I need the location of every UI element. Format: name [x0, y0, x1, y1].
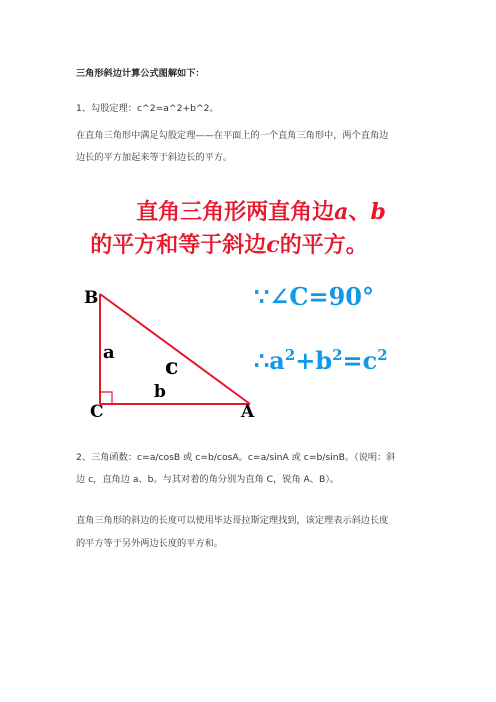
- side-a-label: a: [103, 342, 115, 363]
- hypotenuse-note-line-2: 的平方等于另外两边长度的平方和。: [76, 538, 223, 549]
- trig-line-1: 2、三角函数：c=a/cosB 或 c=b/cosA。c=a/sinA 或 c=b/sinB。（说明：斜: [76, 452, 396, 463]
- hypotenuse-note-line-1: 直角三角形的斜边的长度可以使用毕达哥拉斯定理找到，该定理表示斜边长度: [76, 515, 389, 526]
- vertex-b-label: B: [84, 288, 99, 308]
- pythagorean-heading: 1、勾股定理：c^2=a^2+b^2。: [76, 103, 219, 114]
- trig-line-2: 边 c，直角边 a、b。与其对着的角分别为直角 C，锐角 A、B）。: [76, 474, 340, 485]
- vertex-c-label: C: [90, 402, 104, 422]
- banner-line-2: 的平方和等于斜边c的平方。: [90, 232, 368, 258]
- side-b-label: b: [154, 382, 166, 402]
- therefore-pythagorean-formula: $\therefore a^2+b^2=c^2$: [254, 346, 388, 375]
- theorem-banner: [90, 196, 426, 262]
- banner-line-1: 直角三角形两直角边a、b: [136, 199, 386, 225]
- pythagorean-body-line-2: 边长的平方加起来等于斜边长的平方。: [76, 152, 233, 163]
- vertex-a-label: A: [241, 402, 255, 422]
- side-c-label: c: [165, 354, 179, 380]
- because-angle-c-formula: ∵∠C=90°: [254, 282, 374, 311]
- hypotenuse-line: [100, 294, 250, 404]
- page-title: 三角形斜边计算公式图解如下：: [76, 68, 205, 79]
- triangle-figure: [70, 276, 430, 426]
- pythagorean-body-line-1: 在直角三角形中满足勾股定理——在平面上的一个直角三角形中，两个直角边: [76, 130, 389, 141]
